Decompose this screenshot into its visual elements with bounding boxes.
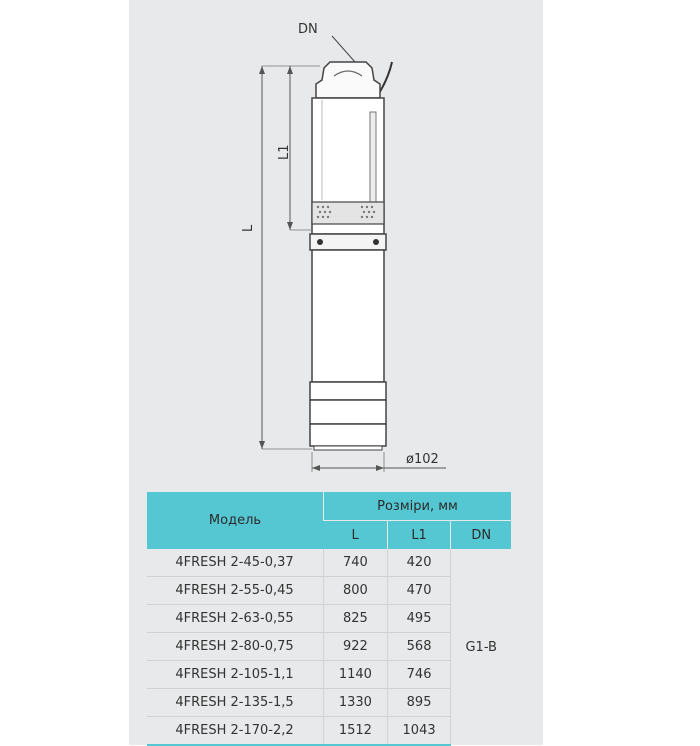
l-cell: 740 (324, 549, 388, 577)
header-dn: DN (451, 521, 511, 550)
l1-cell: 470 (387, 577, 451, 605)
pump-bottom-ring (310, 382, 386, 400)
header-model: Модель (147, 492, 324, 549)
l1-cell: 895 (387, 689, 451, 717)
header-l: L (324, 521, 388, 550)
model-cell: 4FRESH 2-55-0,45 (147, 577, 324, 605)
l-cell: 922 (324, 633, 388, 661)
header-sizes: Розміри, мм (324, 492, 512, 521)
l1-cell: 420 (387, 549, 451, 577)
l-label: L (241, 224, 256, 232)
l1-cell: 495 (387, 605, 451, 633)
l-cell: 1512 (324, 717, 388, 746)
model-cell: 4FRESH 2-135-1,5 (147, 689, 324, 717)
l1-cell: 1043 (387, 717, 451, 746)
model-cell: 4FRESH 2-63-0,55 (147, 605, 324, 633)
pump-outlet-head (316, 62, 380, 98)
l1-label: L1 (277, 144, 292, 160)
dn-label: DN (298, 22, 318, 37)
diameter-label: ø102 (406, 452, 439, 467)
pump-intake-screen (312, 202, 384, 224)
model-cell: 4FRESH 2-105-1,1 (147, 661, 324, 689)
model-cell: 4FRESH 2-80-0,75 (147, 633, 324, 661)
model-cell: 4FRESH 2-45-0,37 (147, 549, 324, 577)
model-cell: 4FRESH 2-170-2,2 (147, 717, 324, 746)
spec-table (147, 492, 511, 746)
l-cell: 800 (324, 577, 388, 605)
l-cell: 1330 (324, 689, 388, 717)
l1-cell: 568 (387, 633, 451, 661)
dn-leader-line (332, 36, 355, 62)
table-row (147, 549, 511, 577)
dn-cell: G1-B (451, 549, 511, 745)
pump-motor-body (312, 250, 384, 382)
l-cell: 825 (324, 605, 388, 633)
header-l1: L1 (387, 521, 451, 550)
l1-cell: 746 (387, 661, 451, 689)
l-cell: 1140 (324, 661, 388, 689)
